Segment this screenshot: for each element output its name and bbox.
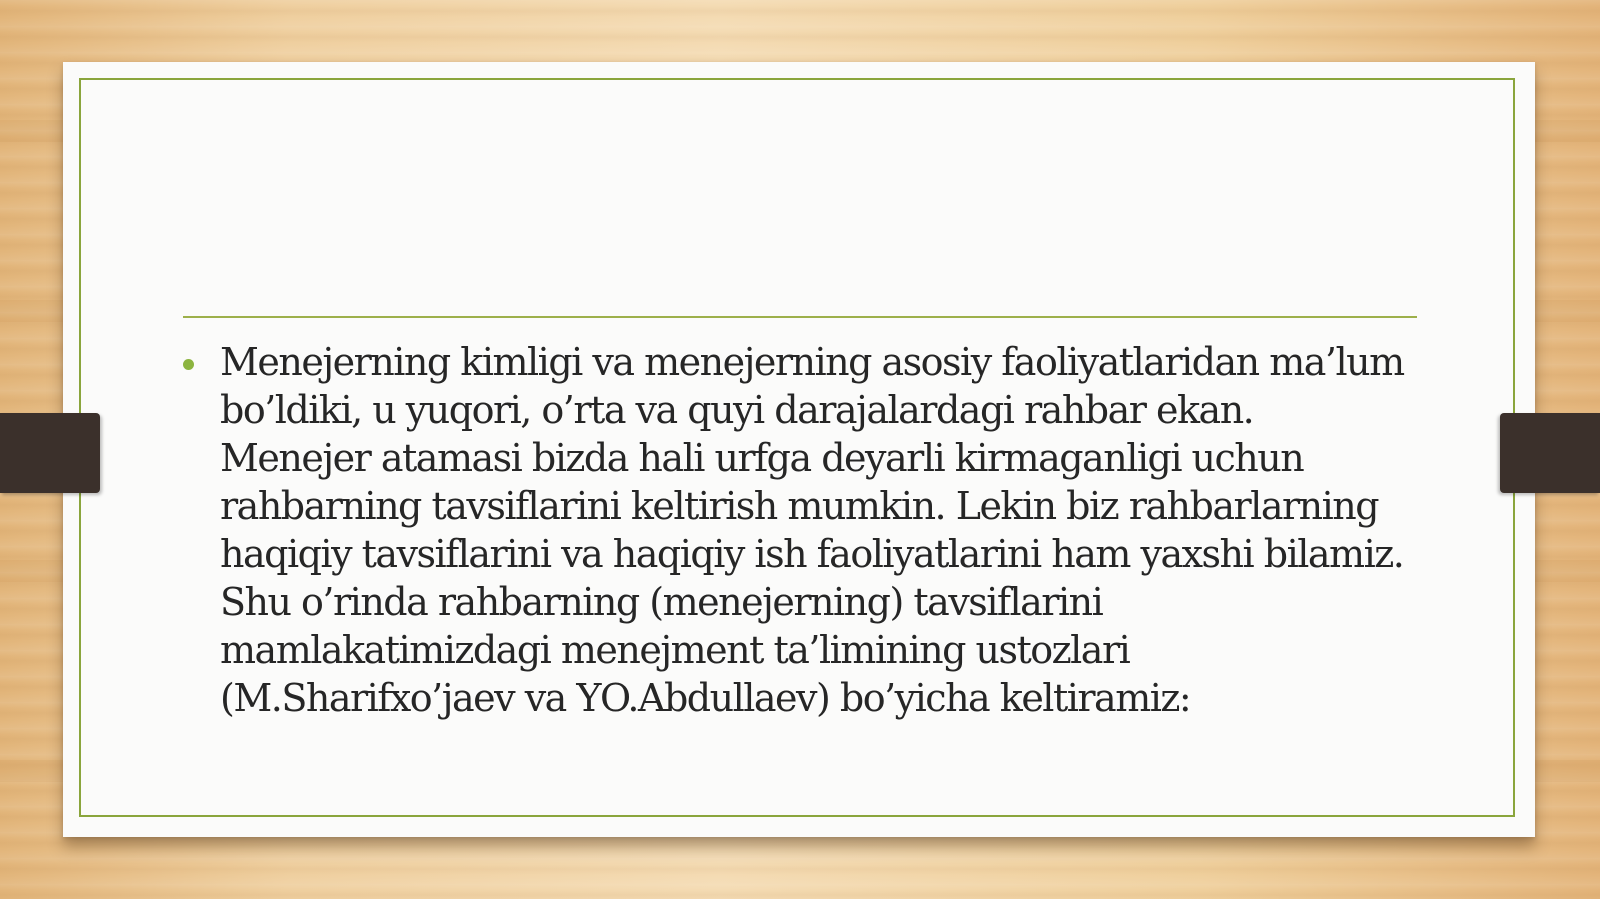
right-binder-clip: [1500, 413, 1600, 493]
title-divider: [183, 316, 1417, 318]
left-binder-clip: [0, 413, 100, 493]
bullet-dot-icon: [183, 359, 194, 370]
slide-body: [183, 338, 1413, 722]
bullet-item: [183, 338, 1413, 722]
bullet-text: Menejerning kimligi va menejerning asosiy faoliyatlaridan ma’lum bo’ldiki, u yuqori, o’rta va quyi darajalardagi rahbar ekan. Menejer atamasi bizda hali urfga deyarli kirmaganligi uchun rahbarning tavsiflarini keltirish mumkin. Lekin biz rahbarlarning haqiqiy tavsiflarini va haqiqiy ish faoliyatlarini ham yaxshi bilamiz. Shu o’rinda rahbarning (menejerning) tavsiflarini mamlakatimizdagi menejment ta’limining ustozlari (M.Sharifxo’jaev va YO.Abdullaev) bo’yicha keltiramiz:: [220, 340, 1404, 720]
